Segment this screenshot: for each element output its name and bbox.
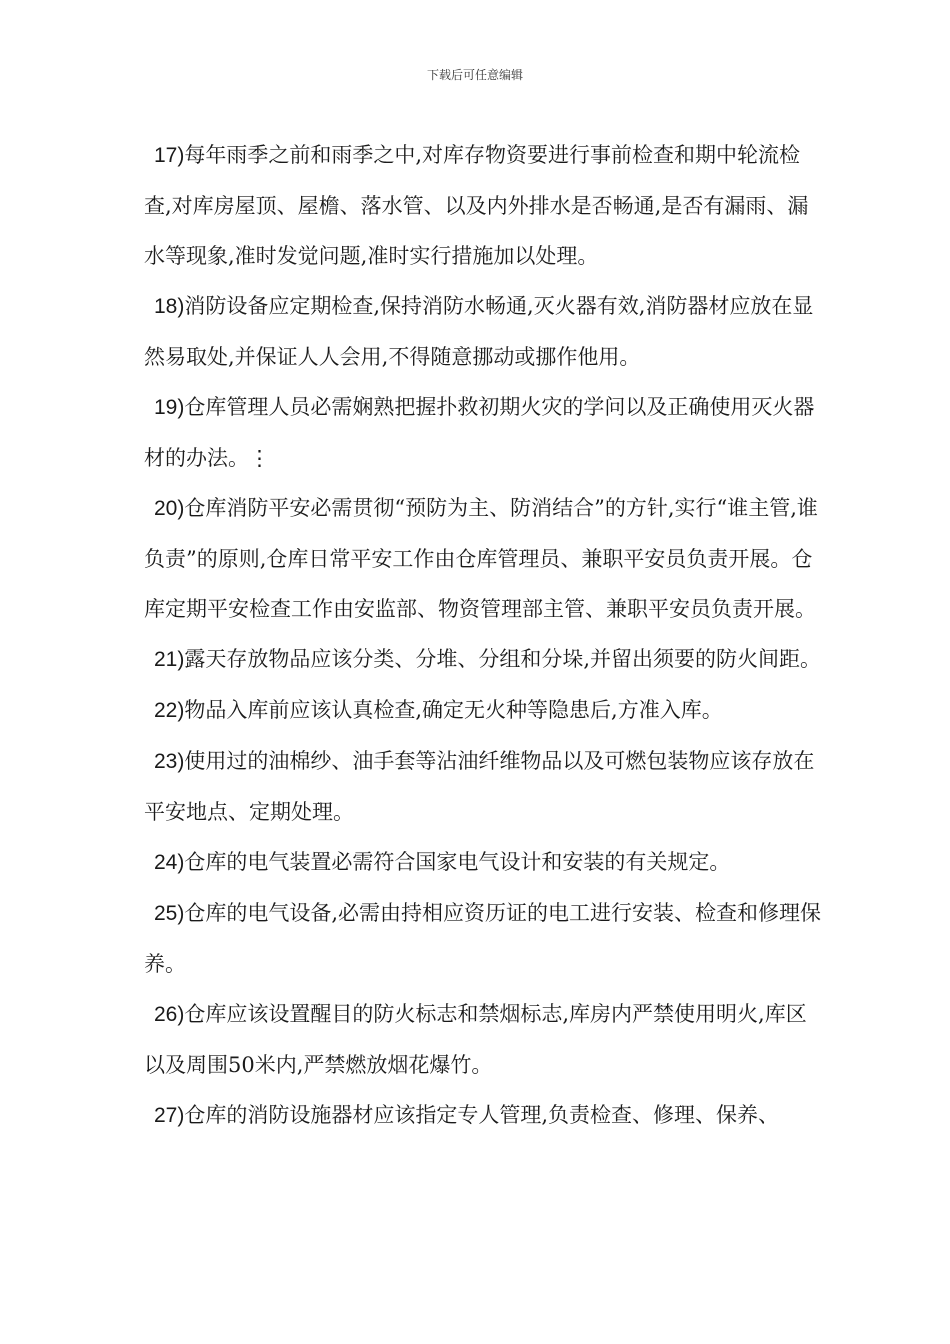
paragraph-25	[144, 888, 824, 989]
item-number: 26)	[154, 1003, 185, 1026]
item-number: 19)	[154, 396, 185, 419]
paragraph-text: 仓库应该设置醒目的防火标志和禁烟标志,库房内严禁使用明火,库区以及周围50米内,严禁燃放烟花爆竹。	[144, 1002, 807, 1077]
paragraph-23	[144, 736, 824, 837]
paragraph-26	[144, 989, 824, 1090]
paragraph-text: 露天存放物品应该分类、分堆、分组和分垛,并留出须要的防火间距。	[184, 647, 822, 671]
item-number: 20)	[154, 497, 185, 520]
paragraph-text: 仓库的消防设施器材应该指定专人管理,负责检查、修理、保养、	[184, 1103, 780, 1127]
paragraph-text: 仓库管理人员必需娴熟把握扑救初期火灾的学问以及正确使用灭火器材的办法。⋮	[144, 395, 815, 470]
item-number: 23)	[154, 750, 185, 773]
paragraph-text: 仓库的电气设备,必需由持相应资历证的电工进行安装、检查和修理保养。	[144, 901, 822, 976]
paragraph-text: 每年雨季之前和雨季之中,对库存物资要进行事前检查和期中轮流检查,对库房屋顶、屋檐、落水管、以及内外排水是否畅通,是否有漏雨、漏水等现象,准时发觉问题,准时实行措施加以处理。	[144, 143, 809, 268]
document-body	[144, 130, 824, 1141]
paragraph-17	[144, 130, 824, 281]
item-number: 21)	[154, 648, 185, 671]
item-number: 18)	[154, 295, 185, 318]
paragraph-text: 使用过的油棉纱、油手套等沾油纤维物品以及可燃包装物应该存放在平安地点、定期处理。	[144, 749, 815, 824]
item-number: 22)	[154, 699, 185, 722]
item-number: 17)	[154, 144, 185, 167]
paragraph-19	[144, 382, 824, 483]
paragraph-21	[144, 634, 824, 685]
paragraph-text: 消防设备应定期检查,保持消防水畅通,灭火器有效,消防器材应放在显然易取处,并保证人人会用,不得随意挪动或挪作他用。	[144, 294, 814, 369]
paragraph-text: 仓库消防平安必需贯彻“预防为主、防消结合”的方针,实行“谁主管,谁负责”的原则,仓库日常平安工作由仓库管理员、兼职平安员负责开展。仓库定期平安检查工作由安监部、物资管理部主管、兼职平安员负责开展。	[144, 496, 818, 621]
paragraph-18	[144, 281, 824, 382]
paragraph-text: 物品入库前应该认真检查,确定无火种等隐患后,方准入库。	[184, 698, 723, 722]
paragraph-24	[144, 837, 824, 888]
page-header: 下载后可任意编辑	[426, 68, 523, 82]
item-number: 25)	[154, 902, 185, 925]
paragraph-27	[144, 1090, 824, 1141]
paragraph-20	[144, 483, 824, 634]
item-number: 27)	[154, 1104, 185, 1127]
paragraph-22	[144, 685, 824, 736]
paragraph-text: 仓库的电气装置必需符合国家电气设计和安装的有关规定。	[184, 850, 731, 874]
item-number: 24)	[154, 851, 185, 874]
